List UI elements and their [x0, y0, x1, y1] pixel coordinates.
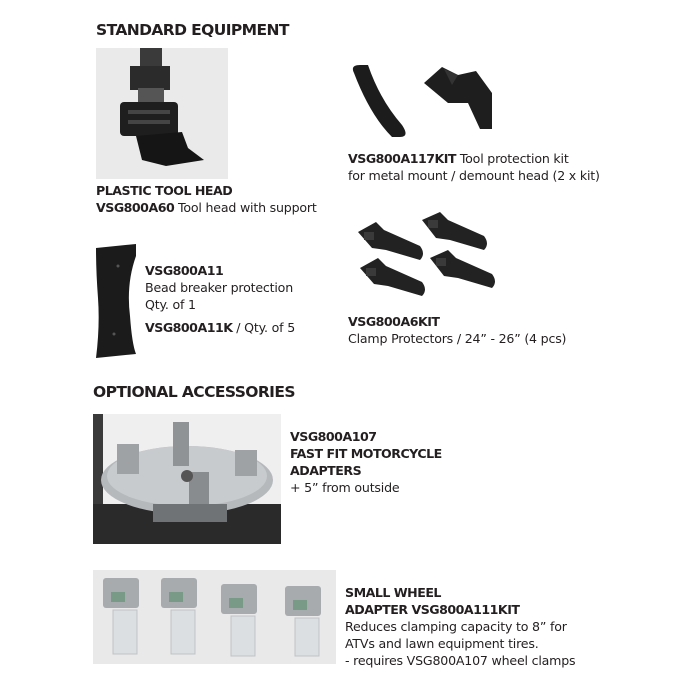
bead-breaker-code: VSG800A11	[145, 263, 224, 278]
bead-breaker-caption	[145, 262, 295, 336]
small-wheel-name1: SMALL WHEEL	[345, 585, 441, 600]
tool-protection-caption	[348, 150, 600, 184]
motorcycle-adapters-photo	[93, 414, 281, 544]
small-wheel-adapter-photo	[93, 570, 336, 664]
motorcycle-adapters-desc: + 5” from outside	[290, 480, 400, 495]
standard-equipment-title: STANDARD EQUIPMENT	[96, 21, 289, 39]
small-wheel-adapter-caption	[345, 584, 575, 669]
tool-head-caption	[96, 182, 317, 216]
motorcycle-adapters-name2: ADAPTERS	[290, 463, 362, 478]
clamp-protectors-photo	[350, 208, 510, 312]
tool-protection-code: VSG800A117KIT	[348, 151, 457, 166]
motorcycle-adapters-caption	[290, 428, 442, 496]
bead-breaker-code2: VSG800A11K	[145, 320, 233, 335]
motorcycle-adapters-code: VSG800A107	[290, 429, 377, 444]
clamp-protectors-desc: Clamp Protectors / 24” - 26” (4 pcs)	[348, 331, 567, 346]
optional-accessories-title: OPTIONAL ACCESSORIES	[93, 383, 295, 401]
small-wheel-name2: ADAPTER VSG800A111KIT	[345, 602, 520, 617]
small-wheel-desc1: Reduces clamping capacity to 8” for	[345, 619, 567, 634]
bead-breaker-desc2: Qty. of 1	[145, 297, 196, 312]
motorcycle-adapters-name1: FAST FIT MOTORCYCLE	[290, 446, 442, 461]
bead-breaker-desc3: / Qty. of 5	[232, 320, 296, 335]
small-wheel-desc3: - requires VSG800A107 wheel clamps	[345, 653, 576, 668]
clamp-protectors-caption	[348, 313, 566, 347]
tool-head-name: PLASTIC TOOL HEAD	[96, 183, 233, 198]
tool-protection-desc1: Tool protection kit	[459, 151, 569, 166]
tool-head-photo	[96, 48, 228, 179]
bead-breaker-desc1: Bead breaker protection	[145, 280, 293, 295]
tool-protection-desc2: for metal mount / demount head (2 x kit)	[348, 168, 600, 183]
bead-breaker-photo	[88, 236, 142, 362]
tool-head-code: VSG800A60	[96, 200, 175, 215]
clamp-protectors-code: VSG800A6KIT	[348, 314, 440, 329]
tool-head-desc: Tool head with support	[178, 200, 317, 215]
tool-protection-photo	[340, 45, 520, 145]
small-wheel-desc2: ATVs and lawn equipment tires.	[345, 636, 539, 651]
